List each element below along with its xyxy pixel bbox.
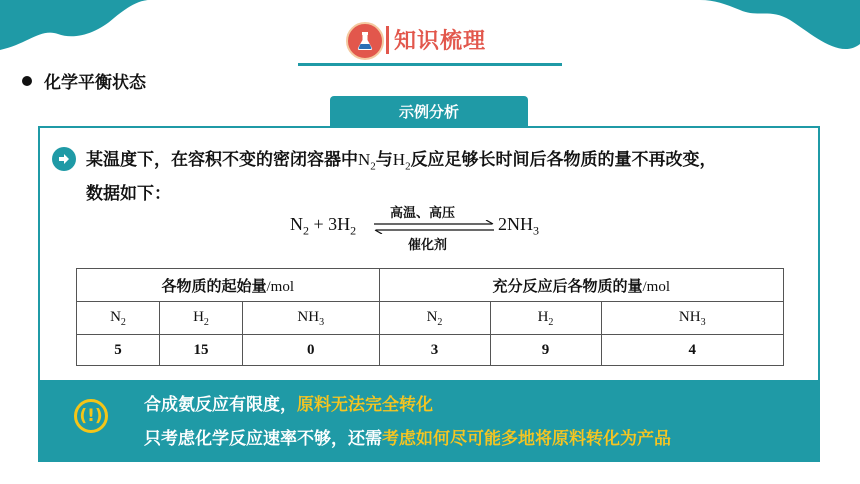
species-cell: $H_2$ (160, 302, 243, 335)
equation-condition-top: 高温、高压 (390, 206, 456, 221)
tab-example-analysis[interactable]: 示例分析 (330, 96, 528, 126)
page-header (0, 22, 860, 62)
reversible-arrow-icon (372, 220, 496, 234)
question (52, 146, 826, 208)
conclusion-note (40, 380, 818, 460)
note-line-2: 只考虑化学反应速率不够，还需考虑如何尽可能多地将原料转化为产品 (144, 429, 671, 449)
title-separator (386, 26, 389, 54)
final-amount-header: 充分反应后各物质的量/mol (379, 269, 784, 302)
amounts-table (76, 268, 784, 366)
note-line-1: 合成氨反应有限度，原料无法完全转化 (144, 395, 433, 415)
value-cell: 9 (490, 335, 601, 366)
species-cell: $N_2$ (77, 302, 160, 335)
value-cell: 3 (379, 335, 490, 366)
equation-products: $2NH_3$ (498, 214, 539, 238)
equation-reactants: $N_2 + 3H_2$ (290, 214, 357, 238)
value-cell: 15 (160, 335, 243, 366)
arrow-right-icon (52, 147, 76, 171)
species-cell: $NH_3$ (243, 302, 380, 335)
value-cell: 0 (243, 335, 380, 366)
page-title: 知识梳理 (394, 29, 487, 54)
equation-condition-bottom: 催化剂 (408, 238, 448, 253)
species-row (77, 302, 784, 335)
initial-amount-header: 各物质的起始量/mol (77, 269, 380, 302)
species-cell: $H_2$ (490, 302, 601, 335)
section-title: 化学平衡状态 (44, 73, 146, 93)
bullet-icon (22, 76, 32, 86)
question-text: 某温度下，在容积不变的密闭容器中$N_2$与$H_2$反应足够长时间后各物质的量不再改变， 数据如下： (86, 150, 717, 205)
flask-icon (346, 22, 384, 60)
value-cell: 4 (601, 335, 784, 366)
warning-icon: (!) (74, 399, 108, 433)
values-row (77, 335, 784, 366)
species-cell: $NH_3$ (601, 302, 784, 335)
reaction-equation (290, 202, 590, 252)
species-cell: $N_2$ (379, 302, 490, 335)
table-header-row (77, 269, 784, 302)
title-underline (298, 63, 562, 66)
section-heading (22, 68, 146, 93)
value-cell: 5 (77, 335, 160, 366)
